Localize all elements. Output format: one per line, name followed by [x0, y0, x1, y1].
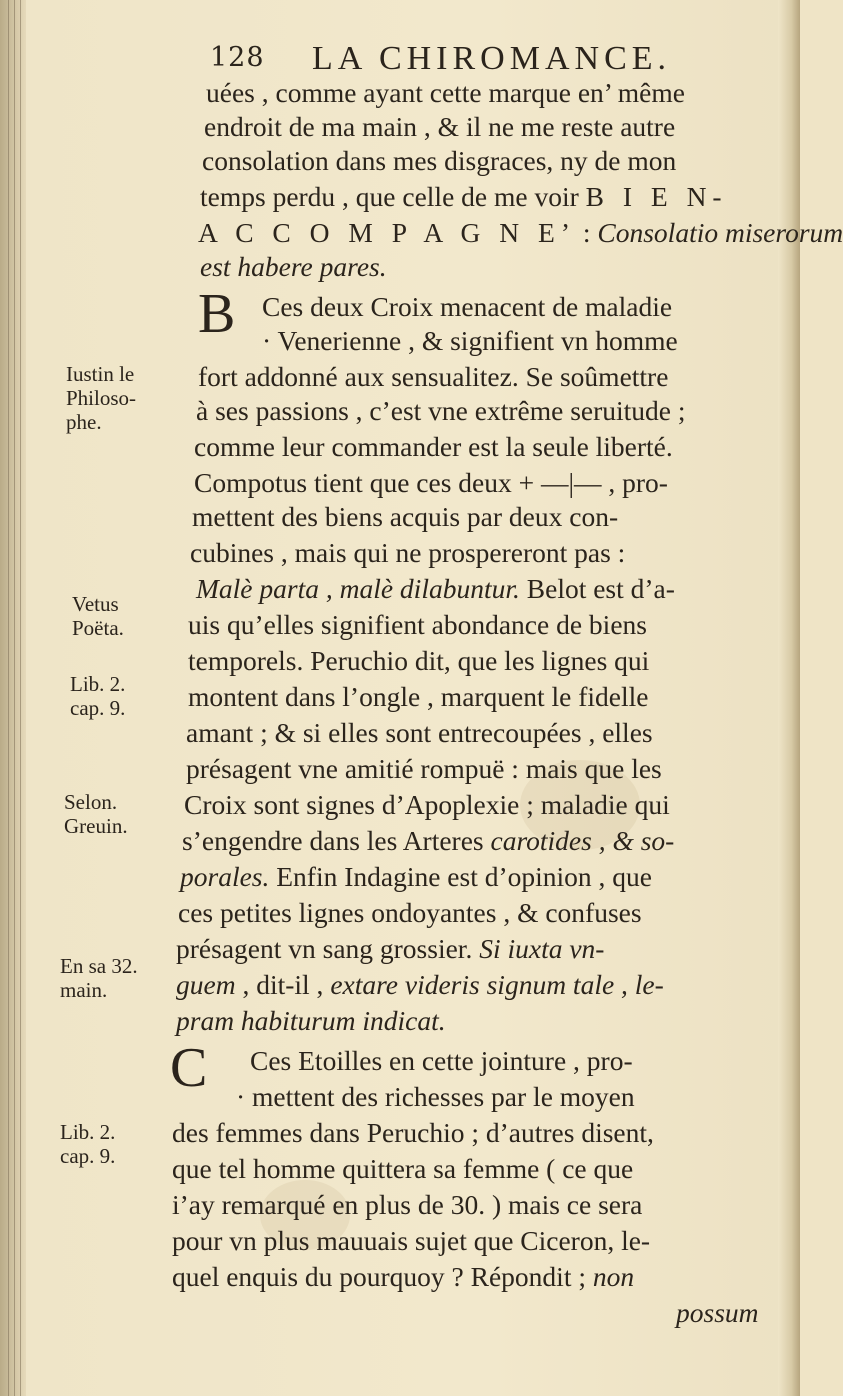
text-line: uis qu’elles signifient abondance de biens — [188, 609, 647, 640]
text-line: présagent vne amitié rompuë : mais que les — [186, 753, 662, 784]
text-line: possum — [676, 1297, 759, 1328]
gutter-line — [8, 0, 9, 1396]
gutter-line — [14, 0, 15, 1396]
text-line: pour vn plus mauuais sujet que Ciceron, le- — [172, 1225, 651, 1256]
page-edge — [778, 0, 800, 1396]
margin-note: Lib. 2. cap. 9. — [70, 672, 126, 720]
text-line: mettent des biens acquis par deux con- — [192, 501, 619, 532]
text-line: consolation dans mes disgraces, ny de mon — [202, 145, 677, 176]
text-line: i’ay remarqué en plus de 30. ) mais ce sera — [172, 1189, 643, 1220]
text-line: pram habiturum indicat. — [176, 1005, 446, 1036]
text-line: · Venerienne , & signifient vn homme — [262, 325, 678, 356]
text-line: quel enquis du pourquoy ? Répondit ; non — [172, 1261, 635, 1292]
text-line: des femmes dans Peruchio ; d’autres disent, — [172, 1117, 654, 1148]
text-line: A C C O M P A G N E’ : Consolatio miserorum — [198, 217, 843, 248]
text-line: fort addonné aux sensualitez. Se soûmettre — [198, 361, 669, 392]
margin-note: Iustin le Philoso- phe. — [66, 362, 137, 434]
text-line: guem , dit-il , extare videris signum tale , le- — [176, 969, 664, 1000]
text-line: Croix sont signes d’Apoplexie ; maladie qui — [184, 789, 670, 820]
page-header — [200, 40, 720, 80]
text-line: temporels. Peruchio dit, que les lignes qui — [188, 645, 650, 676]
text-line: à ses passions , c’est vne extrême seruitude ; — [196, 395, 686, 426]
text-line: · mettent des richesses par le moyen — [236, 1081, 635, 1112]
text-line: montent dans l’ongle , marquent le fidelle — [188, 681, 649, 712]
text-line: Compotus tient que ces deux + —|— , pro- — [194, 467, 668, 498]
drop-initial-c: C — [170, 1037, 208, 1099]
text-line: que tel homme quittera sa femme ( ce que — [172, 1153, 634, 1184]
margin-note: Selon. Greuin. — [64, 790, 128, 838]
drop-initial-b: B — [198, 283, 236, 345]
text-line: cubines , mais qui ne prospereront pas : — [190, 537, 626, 568]
margin-note: Lib. 2. cap. 9. — [60, 1120, 116, 1168]
text-line: Ces deux Croix menacent de maladie — [262, 291, 673, 322]
text-line: Malè parta , malè dilabuntur. Belot est d’a- — [196, 573, 675, 604]
text-line: endroit de ma main , & il ne me reste autre — [204, 111, 676, 142]
margin-note: En sa 32. main. — [60, 954, 138, 1002]
text-line: uées , comme ayant cette marque en’ même — [206, 77, 685, 108]
text-line: comme leur commander est la seule liberté. — [194, 431, 673, 462]
gutter-line — [20, 0, 21, 1396]
text-line: porales. Enfin Indagine est d’opinion , que — [180, 861, 652, 892]
text-line: ces petites lignes ondoyantes , & confuses — [178, 897, 642, 928]
text-line: amant ; & si elles sont entrecoupées , elles — [186, 717, 653, 748]
binding-gutter — [0, 0, 26, 1396]
text-line: temps perdu , que celle de me voir B I E N- — [200, 181, 728, 212]
text-line: s’engendre dans les Arteres carotides , & so- — [182, 825, 675, 856]
text-line: est habere pares. — [200, 251, 387, 282]
text-line: présagent vn sang grossier. Si iuxta vn- — [176, 933, 605, 964]
running-title: LA CHIROMANCE. — [312, 40, 672, 77]
text-line: Ces Etoilles en cette jointure , pro- — [250, 1045, 633, 1076]
margin-note: Vetus Poëta. — [72, 592, 124, 640]
page-number: 128 — [210, 42, 265, 73]
